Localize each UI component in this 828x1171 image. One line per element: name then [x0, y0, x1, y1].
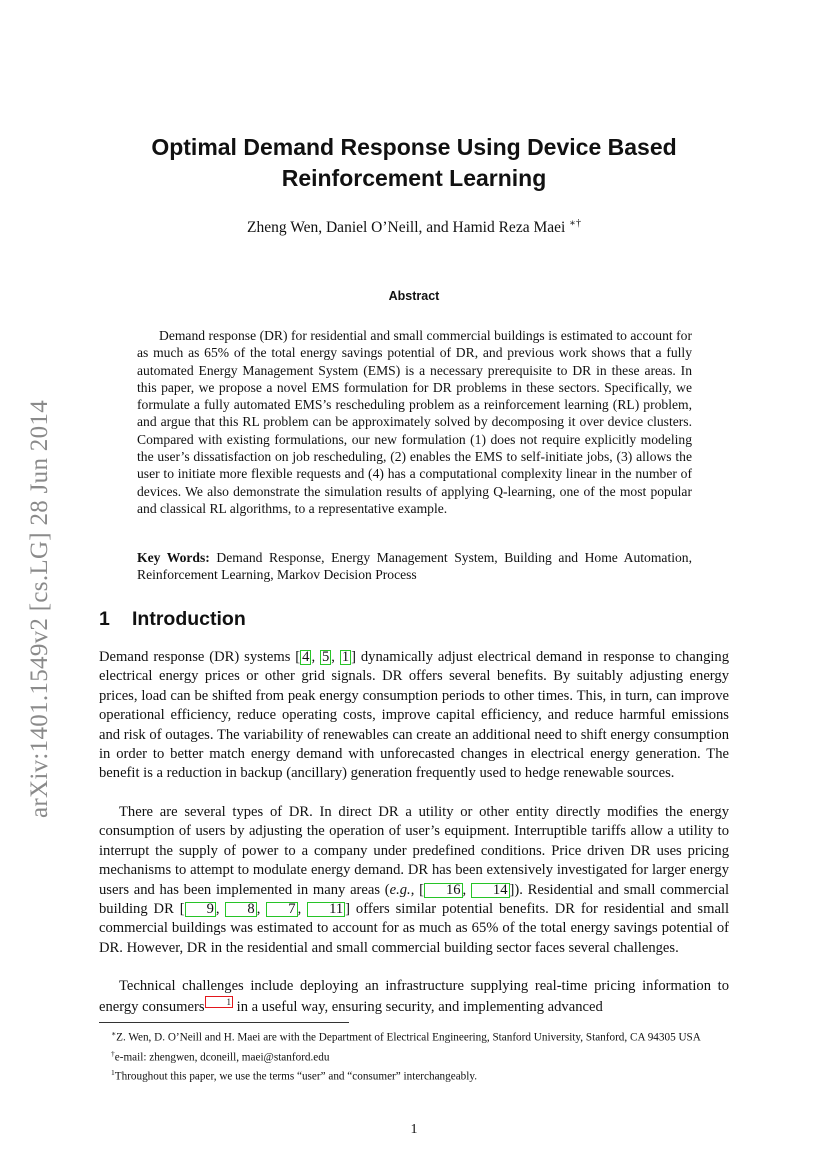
- footnotes: [99, 1026, 729, 1085]
- citation-link[interactable]: 5: [321, 649, 330, 665]
- body-paragraph-2: There are several types of DR. In direct DR a utility or other entity directly modifies the energy consumption of users by adjusting the operation of user’s equipment. Interruptible tariffs allow a utility to interrupt the supply of power to a company under predefined conditions. Price driven DR uses pricing mechanisms to attempt to modulate energy demand. DR has been extensively investigated for larger energy users and has been implemented in many areas (e.g., [ 16 , 14 ]). Residential and small commercial building DR [ 9 , 8 , 7 , 11 ] offers similar potential benefits. DR for residential and small commercial buildings was estimated to account for as much as 65% of the total energy savings potential of DR. However, DR in the residential and small commercial building sector faces several challenges.: [99, 804, 730, 956]
- footnote-text: e-mail: zhengwen, dconeill, maei@stanford.edu: [114, 1051, 330, 1064]
- paragraph-text: Demand response (DR) systems: [99, 649, 296, 665]
- footnote-email: [99, 1046, 729, 1066]
- citation-link[interactable]: 4: [302, 649, 310, 665]
- citation-link[interactable]: 9: [185, 902, 216, 917]
- paragraph-text: in a useful way, ensuring security, and implementing advanced: [233, 999, 603, 1016]
- keywords-label: Key Words:: [137, 550, 210, 565]
- arxiv-identifier: [20, 378, 60, 840]
- citation-link[interactable]: 16: [424, 883, 463, 898]
- author-names: Zheng Wen, Daniel O’Neill, and Hamid Reza Maei: [247, 219, 566, 237]
- body-paragraph-1: Demand response (DR) systems [ 4 , 5 , 1 ] dynamically adjust electrical demand in response to changing electrical energy prices or other grid signals. DR offers several benefits. By suitably adjusting energy prices, load can be shifted from peak energy consumption periods to other times. This, in turn, can improve operational efficiency, reduce operating costs, improve capital efficiency, and reduce harmful emissions and risk of outages. The variability of renewables can create an additional need to shift energy consumption in order to better match energy demand with unforecasted changes in electrical energy generation. The benefit is a reduction in backup (ancillary) generation frequently used to hedge renewable sources.: [99, 649, 730, 782]
- paper-title: Optimal Demand Response Using Device Based Reinforcement Learning: [151, 134, 677, 191]
- citation-link[interactable]: 14: [471, 883, 510, 898]
- citation-link[interactable]: 11: [307, 902, 345, 917]
- abstract-text: Demand response (DR) for residential and small commercial buildings is estimated to account for as much as 65% of the total energy savings potential of DR, and previous work shows that a fully automated Energy Management System (EMS) is a necessary prerequisite to DR in these areas. In this paper, we propose a novel EMS formulation for DR problems in these sectors. Specifically, we formulate a fully automated EMS’s rescheduling problem as a reinforcement learning (RL) problem, and argue that this RL problem can be approximately solved by decomposing it over device clusters. Compared with existing formulations, our new formulation (1) does not require explicitly modeling the user’s dissatisfaction on job rescheduling, (2) enables the EMS to self-initiate jobs, (3) allows the user to initiate more flexible requests and (4) has a computational complexity linear in the number of devices. We also demonstrate the simulation results of applying Q-learning, one of the most popular and classical RL algorithms, to a representative example.: [137, 328, 692, 516]
- footnote-mark: ∗: [111, 1029, 117, 1038]
- body-paragraph-3: [99, 977, 729, 1018]
- footnote-text: Z. Wen, D. O’Neill and H. Maei are with the Department of Electrical Engineering, Stanford University, Stanford, CA 94305 USA: [116, 1031, 701, 1044]
- footnote-terms: [99, 1065, 729, 1085]
- arxiv-identifier-text: arXiv:1401.1549v2 [cs.LG] 28 Jun 2014: [26, 400, 53, 818]
- footnote-text: Throughout this paper, we use the terms “user” and “consumer” interchangeably.: [114, 1071, 478, 1084]
- paragraph-text: Technical challenges include deploying an infrastructure supplying real-time pricing information to energy consumers: [99, 978, 729, 1016]
- footnote-mark: 1: [111, 1068, 115, 1078]
- paper-authors: [100, 213, 728, 239]
- keywords: [137, 549, 692, 584]
- footnote-divider: [99, 1022, 349, 1023]
- paragraph-text: There are several types of DR. In direct DR a utility or other entity directly modifies the energy consumption of users by adjusting the operation of user’s equipment. Interruptible tariffs allow a utility to interrupt the supply of power to a company under predefined conditions. Price driven DR uses pricing mechanisms to attempt to modulate energy demand. DR has been extensively investigated for larger energy users and has been implemented in many areas (: [99, 804, 729, 898]
- section-heading: [99, 608, 246, 631]
- citation-link[interactable]: 7: [266, 902, 297, 917]
- abstract-heading: Abstract: [388, 289, 440, 303]
- paragraph-text: ). Residential and small commercial building DR: [99, 881, 730, 918]
- eg-abbrev: e.g.: [389, 881, 411, 898]
- footnote-affiliation: [99, 1026, 729, 1046]
- paragraph-text: dynamically adjust electrical demand in response to changing electrical energy prices or other grid signals. DR offers several benefits. By suitably adjusting energy prices, load can be shifted from peak energy consumption periods to other times. This, in turn, can improve operational efficiency, reduce operating costs, improve capital efficiency, and reduce harmful emissions and risk of outages. The variability of renewables can create an additional need to shift energy consumption in order to better match energy demand with unforecasted changes in electrical energy generation. The benefit is a reduction in backup (ancillary) generation frequently used to hedge renewable sources.: [99, 649, 730, 782]
- citation-link[interactable]: 8: [225, 902, 256, 917]
- page-number: 1: [410, 1122, 418, 1137]
- author-footnote-marks: ∗†: [569, 218, 581, 229]
- keywords-text: Demand Response, Energy Management System, Building and Home Automation, Reinforcement Learning, Markov Decision Process: [137, 550, 693, 583]
- paragraph-text: ,: [410, 881, 420, 898]
- paragraph-text: offers similar potential benefits. DR for residential and small commercial buildings was estimated to account for as much as 65% of the total energy savings potential of DR. However, DR in the residential and small commercial building sector faces several challenges.: [99, 901, 730, 956]
- section-title: Introduction: [132, 608, 246, 630]
- section-number: 1: [99, 608, 110, 630]
- citation-link[interactable]: 1: [341, 649, 350, 665]
- footnote-mark: †: [111, 1048, 115, 1058]
- footnote-ref-link[interactable]: 1: [205, 996, 234, 1008]
